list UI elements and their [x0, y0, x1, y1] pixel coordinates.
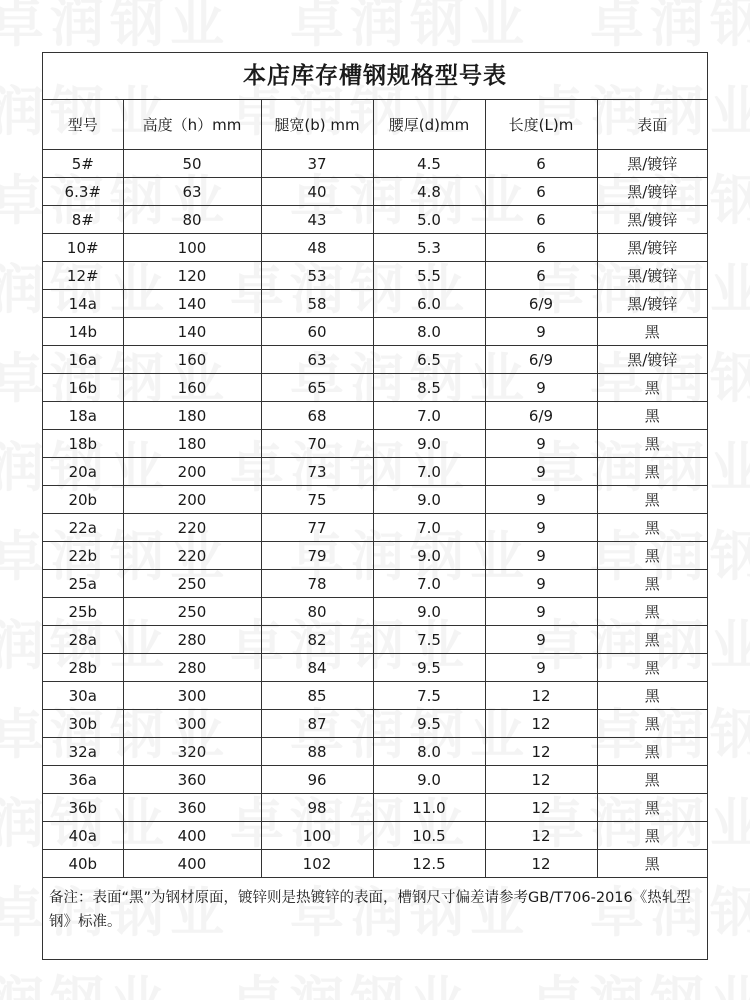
cell-surface: 黑 — [597, 430, 707, 458]
cell-height: 180 — [123, 430, 261, 458]
cell-web-thickness: 9.0 — [373, 486, 485, 514]
cell-web-thickness: 7.5 — [373, 682, 485, 710]
cell-model: 8# — [43, 206, 123, 234]
cell-length: 6 — [485, 262, 597, 290]
cell-length: 12 — [485, 682, 597, 710]
col-header-surface: 表面 — [597, 100, 707, 150]
cell-height: 160 — [123, 374, 261, 402]
cell-surface: 黑/镀锌 — [597, 346, 707, 374]
cell-model: 20b — [43, 486, 123, 514]
cell-model: 28b — [43, 654, 123, 682]
cell-model: 16b — [43, 374, 123, 402]
cell-web-thickness: 4.8 — [373, 178, 485, 206]
table-row — [43, 150, 707, 178]
cell-height: 280 — [123, 626, 261, 654]
cell-height: 360 — [123, 766, 261, 794]
cell-length: 9 — [485, 458, 597, 486]
header-row — [43, 100, 707, 150]
cell-model: 14b — [43, 318, 123, 346]
cell-flange-width: 102 — [261, 850, 373, 878]
table-row — [43, 626, 707, 654]
cell-height: 63 — [123, 178, 261, 206]
cell-length: 9 — [485, 486, 597, 514]
cell-height: 300 — [123, 710, 261, 738]
cell-flange-width: 82 — [261, 626, 373, 654]
cell-surface: 黑 — [597, 710, 707, 738]
table-row — [43, 738, 707, 766]
cell-height: 50 — [123, 150, 261, 178]
cell-height: 140 — [123, 318, 261, 346]
cell-surface: 黑 — [597, 374, 707, 402]
cell-web-thickness: 9.0 — [373, 430, 485, 458]
cell-flange-width: 88 — [261, 738, 373, 766]
cell-flange-width: 60 — [261, 318, 373, 346]
table-row — [43, 570, 707, 598]
cell-flange-width: 80 — [261, 598, 373, 626]
cell-height: 360 — [123, 794, 261, 822]
cell-web-thickness: 5.0 — [373, 206, 485, 234]
col-header-model: 型号 — [43, 100, 123, 150]
cell-height: 220 — [123, 542, 261, 570]
cell-model: 18b — [43, 430, 123, 458]
cell-height: 200 — [123, 458, 261, 486]
cell-web-thickness: 7.0 — [373, 514, 485, 542]
cell-length: 9 — [485, 542, 597, 570]
cell-web-thickness: 9.0 — [373, 598, 485, 626]
table-row — [43, 542, 707, 570]
cell-surface: 黑/镀锌 — [597, 234, 707, 262]
cell-length: 6 — [485, 150, 597, 178]
table-title: 本店库存槽钢规格型号表 — [43, 53, 707, 100]
cell-model: 25a — [43, 570, 123, 598]
cell-height: 280 — [123, 654, 261, 682]
cell-height: 400 — [123, 850, 261, 878]
cell-length: 9 — [485, 598, 597, 626]
cell-flange-width: 87 — [261, 710, 373, 738]
cell-surface: 黑/镀锌 — [597, 262, 707, 290]
cell-web-thickness: 10.5 — [373, 822, 485, 850]
table-row — [43, 234, 707, 262]
col-header-web-thickness: 腰厚(d)mm — [373, 100, 485, 150]
cell-model: 20a — [43, 458, 123, 486]
cell-height: 180 — [123, 402, 261, 430]
table-row — [43, 794, 707, 822]
cell-model: 12# — [43, 262, 123, 290]
cell-flange-width: 40 — [261, 178, 373, 206]
table-row — [43, 514, 707, 542]
table-row — [43, 710, 707, 738]
cell-web-thickness: 5.3 — [373, 234, 485, 262]
table-row — [43, 682, 707, 710]
cell-web-thickness: 8.0 — [373, 738, 485, 766]
cell-surface: 黑 — [597, 458, 707, 486]
cell-length: 6/9 — [485, 402, 597, 430]
cell-length: 12 — [485, 738, 597, 766]
watermark-text — [590, 0, 750, 57]
col-header-length: 长度(L)m — [485, 100, 597, 150]
cell-flange-width: 98 — [261, 794, 373, 822]
cell-height: 300 — [123, 682, 261, 710]
cell-length: 12 — [485, 766, 597, 794]
cell-flange-width: 70 — [261, 430, 373, 458]
cell-flange-width: 100 — [261, 822, 373, 850]
cell-flange-width: 79 — [261, 542, 373, 570]
cell-model: 32a — [43, 738, 123, 766]
cell-flange-width: 37 — [261, 150, 373, 178]
cell-surface: 黑 — [597, 822, 707, 850]
cell-flange-width: 63 — [261, 346, 373, 374]
watermark-text — [0, 959, 170, 1000]
cell-flange-width: 85 — [261, 682, 373, 710]
cell-model: 16a — [43, 346, 123, 374]
cell-height: 80 — [123, 206, 261, 234]
cell-web-thickness: 8.0 — [373, 318, 485, 346]
watermark-text — [290, 0, 530, 57]
cell-height: 200 — [123, 486, 261, 514]
cell-height: 250 — [123, 570, 261, 598]
watermark-text — [0, 0, 230, 57]
table-row — [43, 290, 707, 318]
cell-web-thickness: 9.5 — [373, 710, 485, 738]
cell-height: 400 — [123, 822, 261, 850]
cell-surface: 黑 — [597, 682, 707, 710]
cell-web-thickness: 9.5 — [373, 654, 485, 682]
table-row — [43, 402, 707, 430]
cell-web-thickness: 12.5 — [373, 850, 485, 878]
cell-length: 9 — [485, 654, 597, 682]
table-body — [43, 150, 707, 878]
cell-flange-width: 43 — [261, 206, 373, 234]
cell-flange-width: 77 — [261, 514, 373, 542]
cell-length: 6 — [485, 234, 597, 262]
table-row — [43, 346, 707, 374]
cell-model: 6.3# — [43, 178, 123, 206]
channel-steel-spec-table — [43, 100, 707, 878]
cell-length: 6/9 — [485, 290, 597, 318]
cell-flange-width: 96 — [261, 766, 373, 794]
cell-model: 25b — [43, 598, 123, 626]
cell-web-thickness: 4.5 — [373, 150, 485, 178]
cell-flange-width: 48 — [261, 234, 373, 262]
cell-height: 120 — [123, 262, 261, 290]
cell-flange-width: 58 — [261, 290, 373, 318]
footnote: 备注：表面“黑”为钢材原面，镀锌则是热镀锌的表面，槽钢尺寸偏差请参考GB/T706-2016《热轧型钢》标准。 — [49, 890, 691, 930]
table-row — [43, 206, 707, 234]
cell-surface: 黑 — [597, 570, 707, 598]
cell-model: 22a — [43, 514, 123, 542]
cell-web-thickness: 8.5 — [373, 374, 485, 402]
cell-length: 12 — [485, 710, 597, 738]
cell-surface: 黑 — [597, 402, 707, 430]
cell-model: 28a — [43, 626, 123, 654]
table-row — [43, 598, 707, 626]
cell-length: 6 — [485, 178, 597, 206]
col-header-height: 高度（h）mm — [123, 100, 261, 150]
cell-web-thickness: 7.0 — [373, 402, 485, 430]
cell-length: 12 — [485, 794, 597, 822]
cell-model: 36b — [43, 794, 123, 822]
cell-surface: 黑 — [597, 766, 707, 794]
cell-model: 40b — [43, 850, 123, 878]
cell-surface: 黑 — [597, 794, 707, 822]
cell-flange-width: 65 — [261, 374, 373, 402]
cell-height: 250 — [123, 598, 261, 626]
table-row — [43, 262, 707, 290]
cell-surface: 黑 — [597, 514, 707, 542]
table-row — [43, 458, 707, 486]
cell-model: 14a — [43, 290, 123, 318]
cell-web-thickness: 11.0 — [373, 794, 485, 822]
cell-model: 22b — [43, 542, 123, 570]
cell-length: 12 — [485, 822, 597, 850]
watermark-text — [530, 959, 750, 1000]
table-row — [43, 766, 707, 794]
cell-length: 12 — [485, 850, 597, 878]
cell-height: 320 — [123, 738, 261, 766]
cell-surface: 黑/镀锌 — [597, 150, 707, 178]
cell-length: 9 — [485, 374, 597, 402]
cell-model: 10# — [43, 234, 123, 262]
cell-model: 40a — [43, 822, 123, 850]
cell-surface: 黑 — [597, 654, 707, 682]
cell-length: 9 — [485, 430, 597, 458]
cell-surface: 黑 — [597, 850, 707, 878]
cell-length: 9 — [485, 626, 597, 654]
cell-web-thickness: 7.5 — [373, 626, 485, 654]
table-row — [43, 178, 707, 206]
table-row — [43, 374, 707, 402]
table-row — [43, 430, 707, 458]
cell-length: 6/9 — [485, 346, 597, 374]
cell-model: 30a — [43, 682, 123, 710]
cell-surface: 黑 — [597, 486, 707, 514]
cell-web-thickness: 9.0 — [373, 542, 485, 570]
cell-surface: 黑/镀锌 — [597, 290, 707, 318]
cell-model: 5# — [43, 150, 123, 178]
cell-model: 36a — [43, 766, 123, 794]
cell-web-thickness: 9.0 — [373, 766, 485, 794]
cell-flange-width: 53 — [261, 262, 373, 290]
table-row — [43, 654, 707, 682]
cell-height: 100 — [123, 234, 261, 262]
cell-surface: 黑 — [597, 598, 707, 626]
cell-surface: 黑 — [597, 542, 707, 570]
cell-web-thickness: 7.0 — [373, 570, 485, 598]
cell-length: 9 — [485, 514, 597, 542]
table-row — [43, 486, 707, 514]
cell-flange-width: 73 — [261, 458, 373, 486]
cell-surface: 黑/镀锌 — [597, 206, 707, 234]
table-row — [43, 850, 707, 878]
cell-surface: 黑 — [597, 318, 707, 346]
cell-flange-width: 78 — [261, 570, 373, 598]
col-header-flange-width: 腿宽(b) mm — [261, 100, 373, 150]
cell-height: 220 — [123, 514, 261, 542]
cell-surface: 黑 — [597, 738, 707, 766]
cell-model: 30b — [43, 710, 123, 738]
spec-sheet — [42, 52, 708, 960]
cell-length: 9 — [485, 318, 597, 346]
cell-model: 18a — [43, 402, 123, 430]
cell-length: 6 — [485, 206, 597, 234]
cell-web-thickness: 5.5 — [373, 262, 485, 290]
cell-flange-width: 68 — [261, 402, 373, 430]
watermark-text — [230, 959, 470, 1000]
cell-height: 160 — [123, 346, 261, 374]
cell-web-thickness: 6.5 — [373, 346, 485, 374]
cell-surface: 黑/镀锌 — [597, 178, 707, 206]
cell-flange-width: 75 — [261, 486, 373, 514]
cell-web-thickness: 6.0 — [373, 290, 485, 318]
cell-flange-width: 84 — [261, 654, 373, 682]
cell-web-thickness: 7.0 — [373, 458, 485, 486]
table-row — [43, 822, 707, 850]
table-row — [43, 318, 707, 346]
cell-surface: 黑 — [597, 626, 707, 654]
cell-length: 9 — [485, 570, 597, 598]
cell-height: 140 — [123, 290, 261, 318]
